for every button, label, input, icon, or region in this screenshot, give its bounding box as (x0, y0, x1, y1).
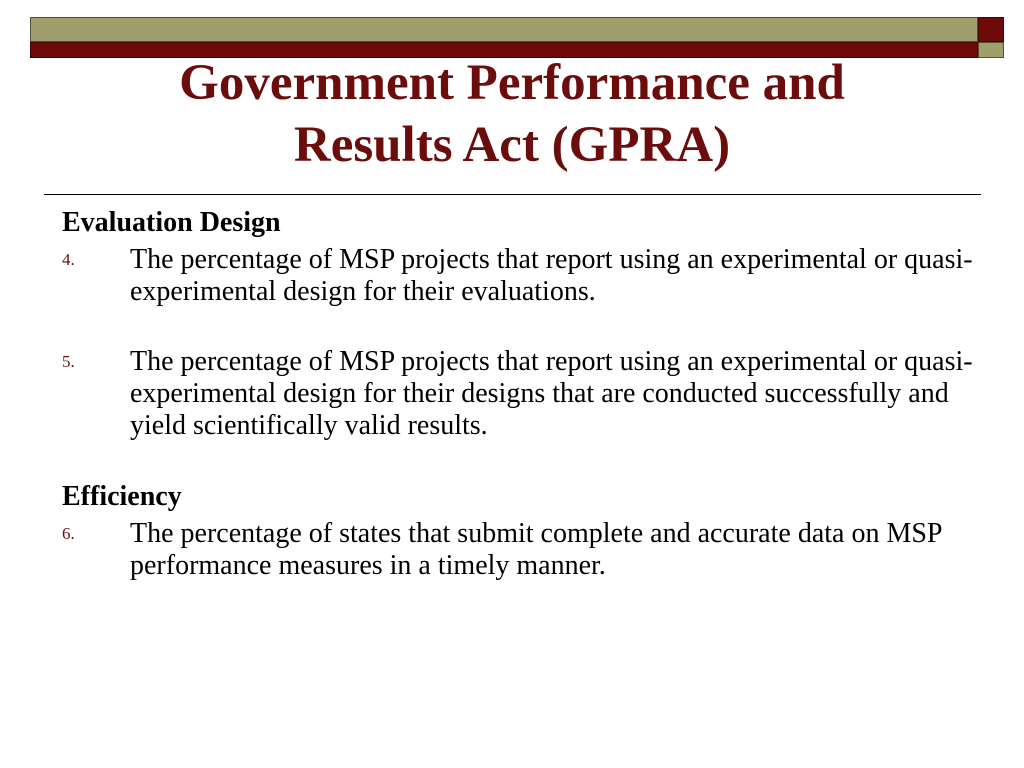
section-heading-efficiency: Efficiency (62, 481, 182, 512)
list-item (62, 346, 982, 442)
slide-body (62, 204, 982, 582)
list-item-number: 4. (62, 250, 75, 269)
list-item (62, 518, 982, 582)
list-item-text: The percentage of MSP projects that report using an experimental or quasi-experimental design for their designs that are conducted successfully and yield scientifically valid results. (130, 346, 973, 441)
slide-title-line-1: Government Performance and (179, 55, 845, 111)
list-item-text: The percentage of states that submit complete and accurate data on MSP performance measures in a timely manner. (130, 518, 942, 581)
header-bar-olive (30, 17, 978, 42)
list-item-number: 5. (62, 352, 75, 371)
section-heading-evaluation-design: Evaluation Design (62, 207, 281, 238)
corner-square-maroon (978, 17, 1004, 42)
list-item-text: The percentage of MSP projects that report using an experimental or quasi-experimental design for their evaluations. (130, 244, 973, 307)
list-item-number: 6. (62, 524, 75, 543)
slide-title-line-2: Results Act (GPRA) (293, 117, 731, 173)
list-item (62, 244, 982, 308)
title-divider (44, 194, 981, 195)
slide-title (40, 52, 984, 176)
